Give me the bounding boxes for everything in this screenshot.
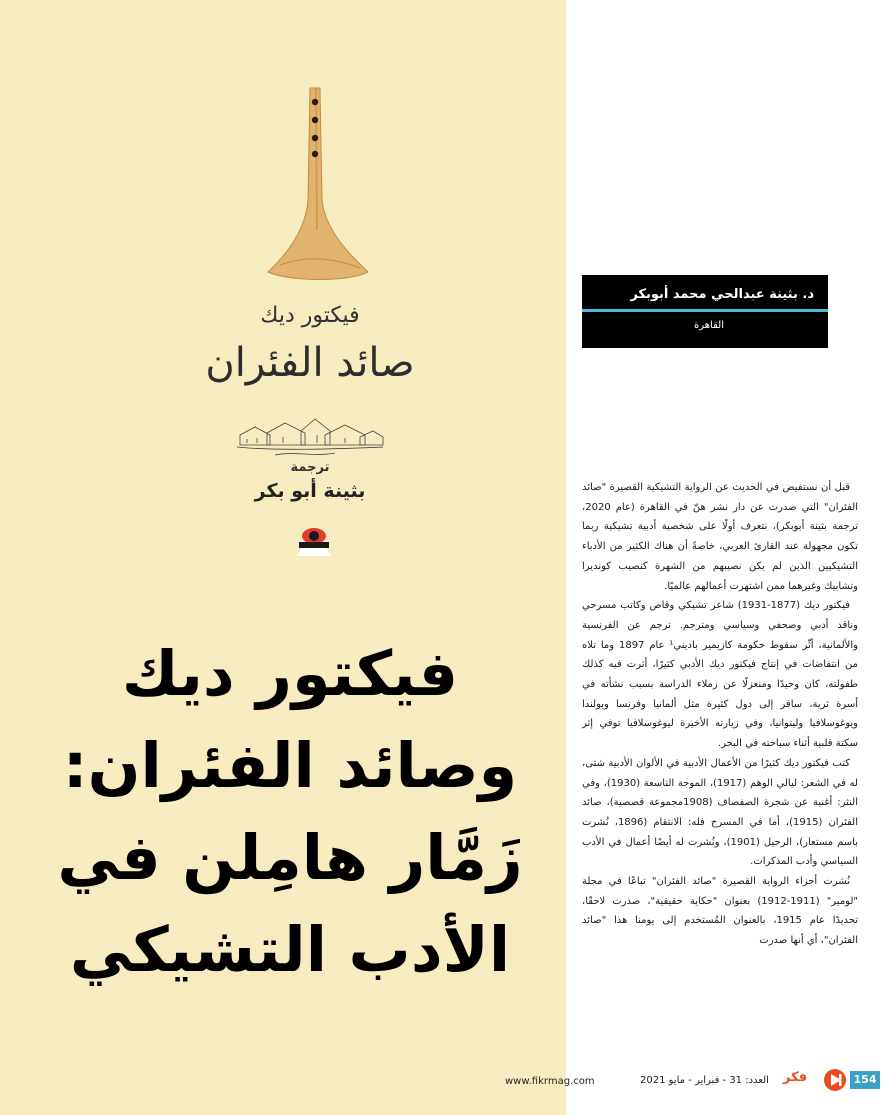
author-box (582, 275, 828, 348)
author-city: القاهرة (694, 320, 724, 331)
cover-author: فيكتور ديك (260, 303, 360, 328)
headline-line: وصائد الفئران: (62, 729, 518, 802)
article-body (582, 478, 858, 951)
village-sketch (235, 405, 385, 460)
publisher-logo-icon (295, 518, 333, 558)
author-divider (582, 309, 828, 312)
article-paragraph: فيكتور ديك (1877-1931) شاعر تشيكي وقاص وكاتب مسرحي وناقد أدبي وصحفي وسياسي ومترجم. ترجم عن الفرنسية والألمانية، أثّر سقوط حكومة كازيمير باديني¹ عام 1897 وما تلاه من انتفاضات في إنتاج فيكتور ديك الأدبي كثيرًا، أثرت فيه كذلك طفولته، كان وحيدًا ومنعزلًا عن زملاء الدراسة بسبب نشأته في أسرة ثرية، سافر إلى دول كثيرة مثل ألمانيا وفرنسا وبولندا ويوغوسلافيا وليتوانيا، وفي زيارته الأخيرة ليوغوسلافيا توفي إثر سكتة قلبية أثناء سباحته في البحر. (582, 600, 858, 750)
cover-title: صائد الفئران (205, 340, 415, 386)
headline-line: زَمَّار هامِلن في (57, 821, 523, 894)
headline-line: الأدب التشيكي (69, 913, 511, 986)
cover-translation-label: ترجمة (290, 460, 330, 475)
magazine-logo-icon (823, 1068, 847, 1092)
article-paragraph: قبل أن نستفيض في الحديث عن الرواية التشيكية القصيرة "صائد الفئران" التي صدرت عن دار نشر هنّ في القاهرة (عام 2020، ترجمة بثينة أبوبكر)، نتعرف أولًا على شخصية أدبية تشيكية ربما تكون مجهولة عند القارئ العربي، خاصةً أن هناك الكثير من الأدباء التشيكيين الذين لم يكن نصيبهم من الشهرة كنصيب كونديرا وتشابيك وغيرهما ممن اشتهرت أعمالهم عالميًا. (582, 482, 858, 592)
headline-line: فيكتور ديك (121, 637, 459, 710)
footer-brand: فكر (783, 1070, 808, 1085)
flute-illustration (250, 80, 390, 290)
article-headline (20, 628, 560, 996)
article-paragraph: كتب فيكتور ديك كثيرًا من الأعمال الأدبية في الألوان الأدبية شتى، له في الشعر: ليالي الوهم (1917)، الموجة التاسعة (1930)، وفي النثر: أغنية عن شجرة الصفصاف (1908مجموعة قصصية)، صائد الفئران (1915)، أما في المسرح فله: الانتقام (1896، نُشرت باسم مستعار)، الرحيل (1901)، ونُشرت له أيضًا أعمال في الأدب السياسي وأدب المذكرات. (582, 757, 858, 868)
footer-issue: العدد: 31 - فبراير - مايو 2021 (640, 1075, 769, 1086)
page-footer (0, 1066, 886, 1096)
article-paragraph: نُشرت أجزاء الرواية القصيرة "صائد الفئران" تباعًا في مجلة "لومير" (1911-1912) بعنوان "حكاية حقيقية"، صدرت لاحقًا، تحديدًا عام 1915، بالعنوان المُستخدم إلى يومنا هذا "صائد الفئران"، أي أنها صدرت (582, 876, 858, 947)
cover-translator: بثينة أبو بكر (254, 480, 366, 502)
footer-url[interactable]: www.fikrmag.com (505, 1076, 595, 1087)
author-name: د. بثينة عبدالحي محمد أبوبكر (630, 287, 814, 302)
page-number: 154 (850, 1071, 880, 1089)
